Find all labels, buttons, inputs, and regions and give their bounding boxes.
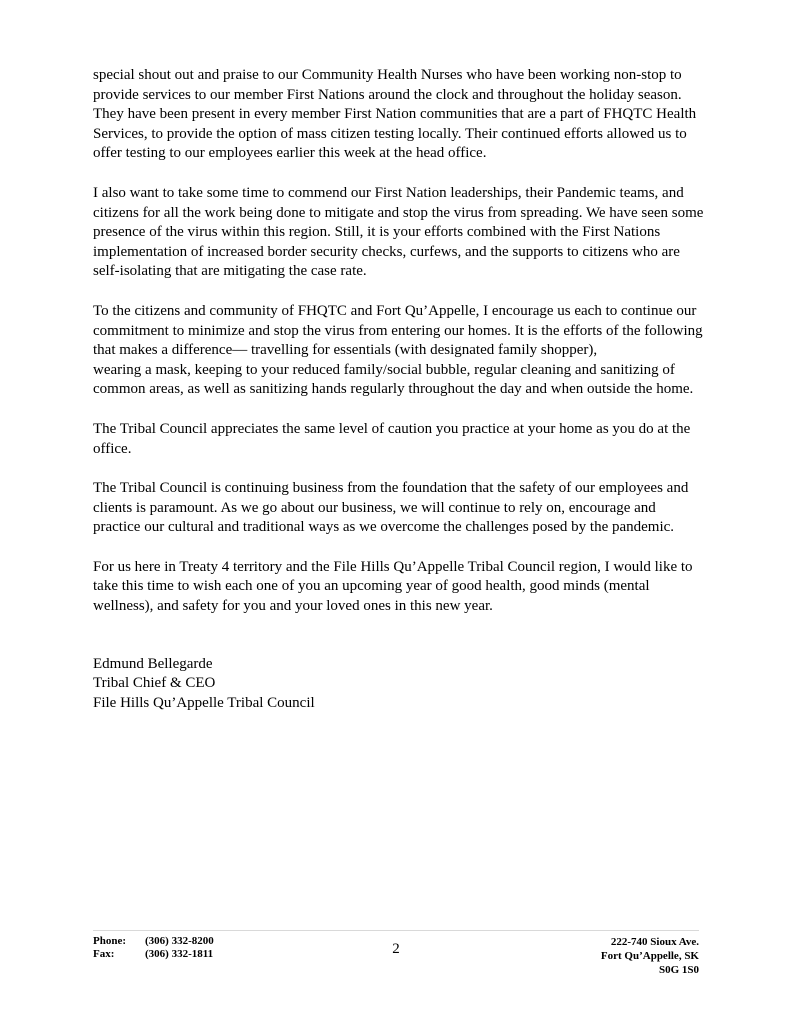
- signature-block: [93, 655, 705, 714]
- footer-phone-row: [93, 935, 214, 948]
- address-city: Fort Qu’Appelle, SK: [600, 950, 699, 962]
- paragraph-citizens-community: To the citizens and community of FHQTC and Fort Qu’Appelle, I encourage us each to continue our commitment to minimize and stop the virus from entering our homes. It is the efforts of the following that makes a difference— travelling for essentials (with designated family shopper), wearing a mask, keeping to your reduced family/social bubble, regular cleaning and sanitizing of common areas, as well as sanitizing hands regularly throughout the day and when outside the home.: [93, 302, 703, 398]
- letter-body: [93, 66, 705, 713]
- paragraph-business-continuity: The Tribal Council is continuing business from the foundation that the safety of our employees and clients is paramount. As we go about our business, we will continue to rely on, encourage and practice our cultural and traditional ways as we overcome the challenges posed by the pandemic.: [93, 480, 689, 536]
- paragraph-first-nation-leaderships: I also want to take some time to commend our First Nation leaderships, their Pandemic teams, and citizens for all the work being done to mitigate and stop the virus from spreading. We have seen some presence of the virus within this region. Still, it is your efforts combined with the First Nations implementation of increased border security checks, curfews, and the supports to citizens who are self-isolating that are mitigating the case rate.: [93, 184, 704, 280]
- paragraph-caution: The Tribal Council appreciates the same level of caution you practice at your home as you do at the office.: [93, 420, 691, 457]
- footer-address: [601, 935, 699, 977]
- fax-number: (306) 332-1811: [145, 948, 214, 960]
- address-street: 222-740 Sioux Ave.: [610, 936, 699, 948]
- fax-label: Fax:: [93, 948, 115, 960]
- address-postal-code: S0G 1S0: [658, 964, 699, 976]
- signatory-name: Edmund Bellegarde: [93, 655, 213, 672]
- paragraph-health-nurses: special shout out and praise to our Community Health Nurses who have been working non-stop to provide services to our member First Nations around the clock and throughout the holiday season. They have been present in every member First Nation communities that are a part of FHQTC Health Services, to provide the option of mass citizen testing locally. Their continued efforts allowed us to offer testing to our employees earlier this week at the head office.: [93, 67, 697, 162]
- phone-label: Phone:: [93, 935, 126, 947]
- footer-fax-row: [93, 948, 214, 961]
- page-number: 2: [392, 941, 400, 957]
- footer-divider: [93, 930, 699, 931]
- phone-number: (306) 332-8200: [145, 935, 214, 947]
- signatory-title: Tribal Chief & CEO: [93, 675, 216, 692]
- signatory-organization: File Hills Qu’Appelle Tribal Council: [93, 694, 315, 711]
- paragraph-new-year-wishes: For us here in Treaty 4 territory and the File Hills Qu’Appelle Tribal Council region, I would like to take this time to wish each one of you an upcoming year of good health, good minds (mental wellness), and safety for you and your loved ones in this new year.: [93, 558, 693, 615]
- footer-contact: [93, 935, 214, 961]
- page-footer: [93, 930, 699, 990]
